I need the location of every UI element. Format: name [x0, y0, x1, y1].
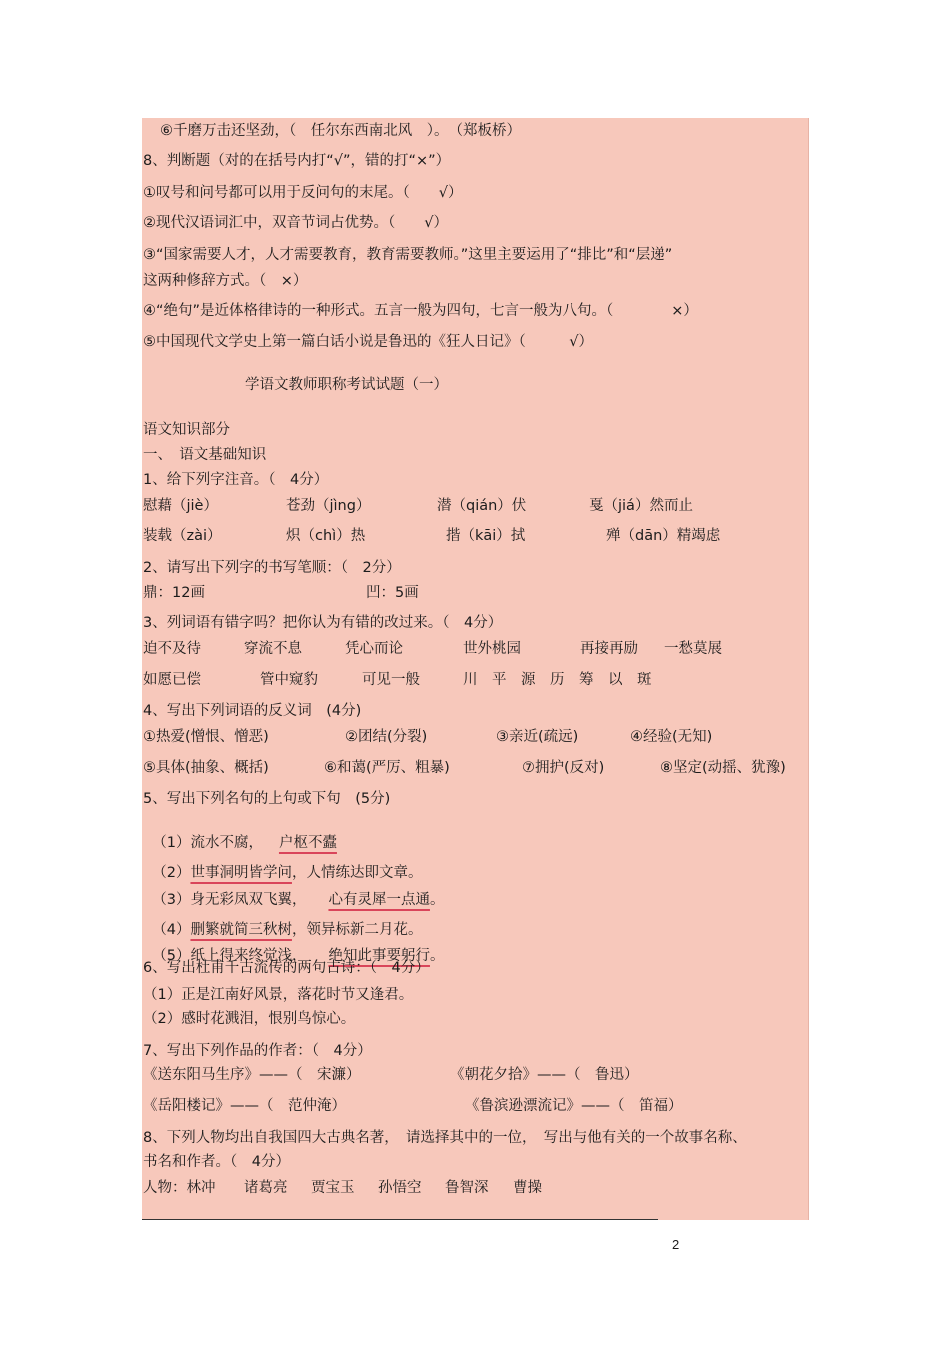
antonym-item: ⑦拥护(反对) — [522, 760, 605, 776]
character-name: 诸葛亮 — [244, 1180, 288, 1196]
exam-title: 学语文教师职称考试试题（一） — [245, 377, 448, 393]
stroke-item: 鼎：12画 — [143, 585, 205, 601]
typo-word: 如愿已偿 — [143, 672, 201, 688]
quote-text: （2） — [152, 865, 191, 881]
judge-item-4: ④“绝句”是近体格律诗的一种形式。五言一般为四句，七言一般为八句。（ ×） — [143, 303, 698, 319]
question-8-line-1: 8、下列人物均出自我国四大古典名著， 请选择其中的一位， 写出与他有关的一个故事名称、 — [143, 1130, 747, 1146]
quote-text: 。 — [429, 892, 445, 908]
typo-corrections: 川 平 源 历 筹 以 斑 — [463, 672, 652, 688]
du-fu-line-1: （1）正是江南好风景，落花时节又逢君。 — [143, 987, 414, 1003]
quote-text: （5）纸上得来终觉浅， — [152, 948, 307, 964]
typo-word: 穿流不息 — [244, 641, 302, 657]
typo-word: 一愁莫展 — [664, 641, 722, 657]
author-item: 《岳阳楼记》——（ 范仲淹） — [143, 1098, 346, 1114]
quote-text: （3）身无彩凤双飞翼， — [152, 892, 307, 908]
judge-item-3: ③“国家需要人才，人才需要教育，教育需要教师。”这里主要运用了“排比”和“层递” — [143, 247, 673, 263]
typo-word: 凭心而论 — [345, 641, 403, 657]
pinyin-item: 潜（qián）伏 — [437, 498, 527, 514]
stroke-item: 凹：5画 — [366, 585, 419, 601]
author-item: 《朝花夕拾》——（ 鲁迅） — [450, 1067, 639, 1083]
quote-text: ，领异标新二月花。 — [291, 922, 423, 938]
judge-item-5: ⑤中国现代文学史上第一篇白话小说是鲁迅的《狂人日记》（ √） — [143, 334, 593, 350]
typo-word: 世外桃园 — [463, 641, 521, 657]
pinyin-item: 揩（kāi）拭 — [446, 528, 526, 544]
character-name: 鲁智深 — [445, 1180, 489, 1196]
character-label: 人物：林冲 — [143, 1180, 216, 1196]
question-5: 5、写出下列名句的上句或下句 (5分) — [143, 791, 391, 807]
character-name: 曹操 — [513, 1180, 542, 1196]
antonym-item: ⑧坚定(动摇、犹豫) — [660, 760, 786, 776]
pinyin-item: 炽（chì）热 — [286, 528, 366, 544]
antonym-item: ⑥和蔼(严厉、粗暴) — [324, 760, 450, 776]
quote-text: （1）流水不腐， — [152, 835, 263, 851]
quote-answer: 心有灵犀一点通 — [328, 892, 430, 908]
page-number: 2 — [672, 1237, 680, 1252]
antonym-item: ②团结(分裂) — [345, 729, 428, 745]
character-list — [143, 1179, 793, 1305]
typo-word: 迫不及待 — [143, 641, 201, 657]
antonym-item: ①热爱(憎恨、憎恶) — [143, 729, 269, 745]
question-2: 2、请写出下列字的书写笔顺：（ 2分） — [143, 560, 401, 576]
typo-word: 可见一般 — [362, 672, 420, 688]
du-fu-line-2: （2）感时花溅泪，恨别鸟惊心。 — [143, 1011, 356, 1027]
question-7: 7、写出下列作品的作者：（ 4分） — [143, 1043, 372, 1059]
pinyin-item: 戛（jiá）然而止 — [589, 498, 693, 514]
question-8-heading: 8、判断题（对的在括号内打“√”，错的打“×”） — [143, 153, 451, 169]
typo-word: 管中窥豹 — [260, 672, 318, 688]
bottom-divider — [142, 1219, 658, 1220]
antonym-item: ⑤具体(抽象、概括) — [143, 760, 269, 776]
question-4: 4、写出下列词语的反义词 (4分) — [143, 703, 362, 719]
antonym-item: ③亲近(疏远) — [496, 729, 579, 745]
pinyin-item: 殚（dān）精竭虑 — [606, 528, 721, 544]
section-heading: 语文知识部分 — [143, 422, 230, 438]
typo-word: 再接再励 — [580, 641, 638, 657]
pinyin-item: 装载（zài） — [143, 528, 222, 544]
part-1-heading: 一、 语文基础知识 — [143, 447, 267, 463]
quote-text: ，人情练达即文章。 — [291, 865, 423, 881]
judge-item-3-cont: 这两种修辞方式。（ ×） — [143, 273, 308, 289]
question-6: 6、写出杜甫千古流传的两句古诗：（ 4分） — [143, 960, 430, 976]
author-item: 《鲁滨逊漂流记》——（ 笛福） — [465, 1098, 683, 1114]
question-1: 1、给下列字注音。（ 4分） — [143, 472, 329, 488]
author-item: 《送东阳马生序》——（ 宋濂） — [143, 1067, 361, 1083]
character-name: 孙悟空 — [378, 1180, 422, 1196]
question-8-line-2: 书名和作者。（ 4分） — [143, 1154, 290, 1170]
quote-answer: 户枢不蠹 — [278, 835, 337, 851]
antonym-item: ④经验(无知) — [630, 729, 713, 745]
pinyin-item: 苍劲（jìng） — [286, 498, 371, 514]
quote-answer: 绝知此事要躬行 — [328, 948, 430, 964]
question-3: 3、列词语有错字吗？把你认为有错的改过来。（ 4分） — [143, 615, 503, 631]
judge-item-2: ②现代汉语词汇中，双音节词占优势。（ √） — [143, 215, 448, 231]
judge-item-1: ①叹号和问号都可以用于反问句的末尾。（ √） — [143, 185, 463, 201]
quote-text: （4） — [152, 922, 191, 938]
character-name: 贾宝玉 — [311, 1180, 355, 1196]
quote-answer: 世事洞明皆学问 — [190, 865, 292, 881]
quote-answer: 删繁就简三秋树 — [190, 922, 292, 938]
pinyin-item: 慰藉（jiè） — [143, 498, 218, 514]
quote-text: 。 — [429, 948, 445, 964]
poem-line-6: ⑥千磨万击还坚劲，（ 任尔东西南北风 ）。 （郑板桥） — [160, 123, 521, 139]
